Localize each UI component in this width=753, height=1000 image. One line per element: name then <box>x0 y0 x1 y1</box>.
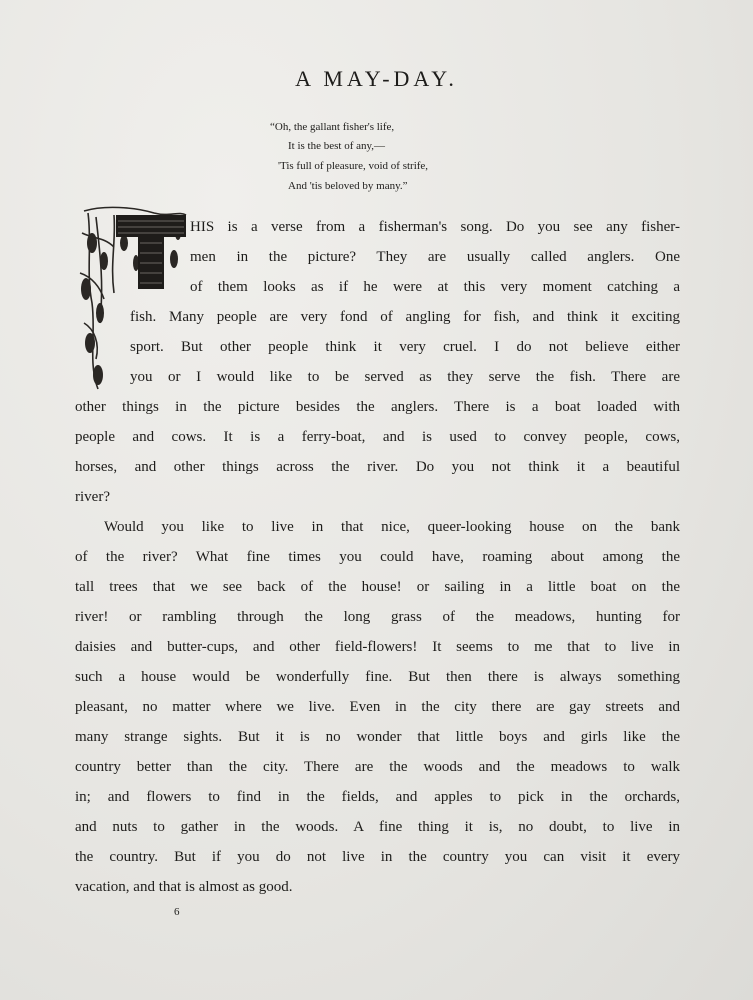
text-line: such a house would be wonderfully fine. But then there is always something <box>75 669 680 685</box>
text-line: river? <box>75 489 110 505</box>
verse-line: It is the best of any,— <box>288 140 386 152</box>
text-line: daisies and butter-cups, and other field-flowers! It seems to me that to live in <box>75 639 680 655</box>
page-title: A MAY-DAY. <box>295 66 458 91</box>
text-line: HIS is a verse from a fisherman's song. Do you see any fisher- <box>190 219 680 235</box>
text-line: Would you like to live in that nice, queer-looking house on the bank <box>104 519 680 535</box>
verse-line: And 'tis beloved by many.” <box>288 180 408 192</box>
text-line: and nuts to gather in the woods. A fine thing it is, no doubt, to live in <box>75 819 680 835</box>
text-line: in; and flowers to find in the fields, and apples to pick in the orchards, <box>75 789 680 805</box>
text-line: the country. But if you do not live in the country you can visit it every <box>75 849 680 865</box>
verse-line: 'Tis full of pleasure, void of strife, <box>278 160 429 172</box>
text-line: pleasant, no matter where we live. Even in the city there are gay streets and <box>75 699 680 715</box>
text-line: vacation, and that is almost as good. <box>75 879 293 895</box>
text-line: men in the picture? They are usually called anglers. One <box>190 249 680 265</box>
text-line: river! or rambling through the long grass of the meadows, hunting for <box>75 609 680 625</box>
text-line: of them looks as if he were at this very moment catching a <box>190 279 680 295</box>
text-line: fish. Many people are very fond of angling for fish, and think it exciting <box>130 309 680 325</box>
text-line: many strange sights. But it is no wonder that little boys and girls like the <box>75 729 680 745</box>
text-line: sport. But other people think it very cruel. I do not believe either <box>130 339 680 355</box>
text-line: you or I would like to be served as they serve the fish. There are <box>130 369 680 385</box>
text-line: horses, and other things across the river. Do you not think it a beautiful <box>75 459 680 475</box>
decorative-dropcap-illustration <box>74 203 192 393</box>
text-line: people and cows. It is a ferry-boat, and is used to convey people, cows, <box>75 429 680 445</box>
text-line: tall trees that we see back of the house! or sailing in a little boat on the <box>75 579 680 595</box>
verse-line: “Oh, the gallant fisher's life, <box>270 121 395 133</box>
page-number: 6 <box>174 906 180 918</box>
text-line: country better than the city. There are the woods and the meadows to walk <box>75 759 680 775</box>
text-line: other things in the picture besides the anglers. There is a boat loaded with <box>75 399 680 415</box>
text-line: of the river? What fine times you could have, roaming about among the <box>75 549 680 565</box>
